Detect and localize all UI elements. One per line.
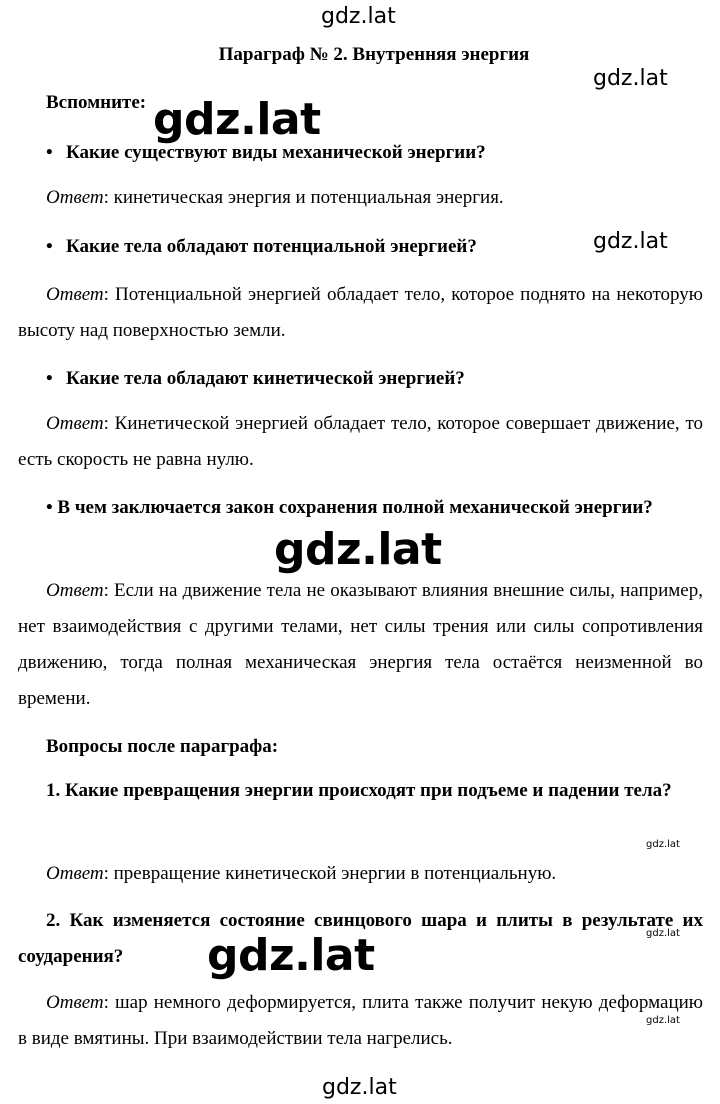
question-text: 1. Какие превращения энергии происходят при подъеме и падении тела? (46, 780, 672, 801)
bullet-icon: • (46, 236, 53, 257)
question-text: В чем заключается закон сохранения полной механической энергии? (57, 497, 653, 518)
bullet-icon: • (46, 368, 53, 389)
answer-text: : Потенциальной энергией обладает тело, которое поднято на некоторую высоту над поверхностью земли. (18, 284, 703, 341)
bullet-icon: • (46, 142, 53, 163)
questions-heading: Вопросы после параграфа: (46, 736, 279, 757)
watermark-right-2: gdz.lat (593, 229, 668, 254)
question-text: Какие тела обладают кинетической энергией? (66, 368, 465, 389)
question-text: 2. Как изменяется состояние свинцового шара и плиты в результате их соударения? (18, 910, 703, 967)
question-1 (18, 773, 703, 809)
answer-label: Ответ (46, 413, 104, 434)
question-text: Какие тела обладают потенциальной энергией? (66, 236, 477, 257)
answer-label: Ответ (46, 187, 104, 208)
watermark-big-2: gdz.lat (274, 524, 442, 575)
answer-text: : превращение кинетической энергии в потенциальную. (103, 863, 557, 884)
watermark-small-1: gdz.lat (646, 839, 680, 850)
recall-answer-4 (18, 573, 703, 717)
answer-text: : кинетическая энергия и потенциальная энергия. (103, 187, 504, 208)
answer-text: : Если на движение тела не оказывают влияния внешние силы, например, нет взаимодействия с другими телами, нет силы трения или силы сопротивления движению, тогда полная механическая энергия тела остаётся неизменной во времени. (18, 580, 703, 709)
recall-question-1 (46, 142, 486, 164)
answer-text: : шар немного деформируется, плита также получит некую деформацию в виде вмятины. При взаимодействии тела нагрелись. (18, 992, 703, 1049)
recall-question-2 (46, 236, 477, 258)
answer-text: : Кинетической энергией обладает тело, которое совершает движение, то есть скорость не равна нулю. (18, 413, 703, 470)
answer-label: Ответ (46, 992, 104, 1013)
answer-2 (18, 985, 703, 1057)
recall-heading: Вспомните: (46, 92, 147, 113)
watermark-big-1: gdz.lat (153, 94, 321, 145)
watermark-small-3: gdz.lat (646, 1015, 680, 1026)
recall-answer-1 (18, 180, 703, 216)
question-text: Какие существуют виды механической энергии? (66, 142, 486, 163)
answer-1 (18, 856, 703, 892)
watermark-small-2: gdz.lat (646, 928, 680, 939)
answer-label: Ответ (46, 863, 104, 884)
question-2 (18, 903, 703, 975)
watermark-big-3: gdz.lat (207, 930, 375, 981)
answer-label: Ответ (46, 580, 104, 601)
recall-answer-3 (18, 406, 703, 478)
bullet-icon: • (46, 497, 58, 518)
watermark-bottom: gdz.lat (322, 1075, 397, 1100)
recall-question-3 (46, 368, 465, 390)
recall-answer-2 (18, 277, 703, 349)
watermark-top: gdz.lat (321, 4, 396, 29)
answer-label: Ответ (46, 284, 104, 305)
watermark-right-1: gdz.lat (593, 66, 668, 91)
recall-question-4 (18, 490, 703, 526)
page-title: Параграф № 2. Внутренняя энергия (218, 44, 530, 65)
